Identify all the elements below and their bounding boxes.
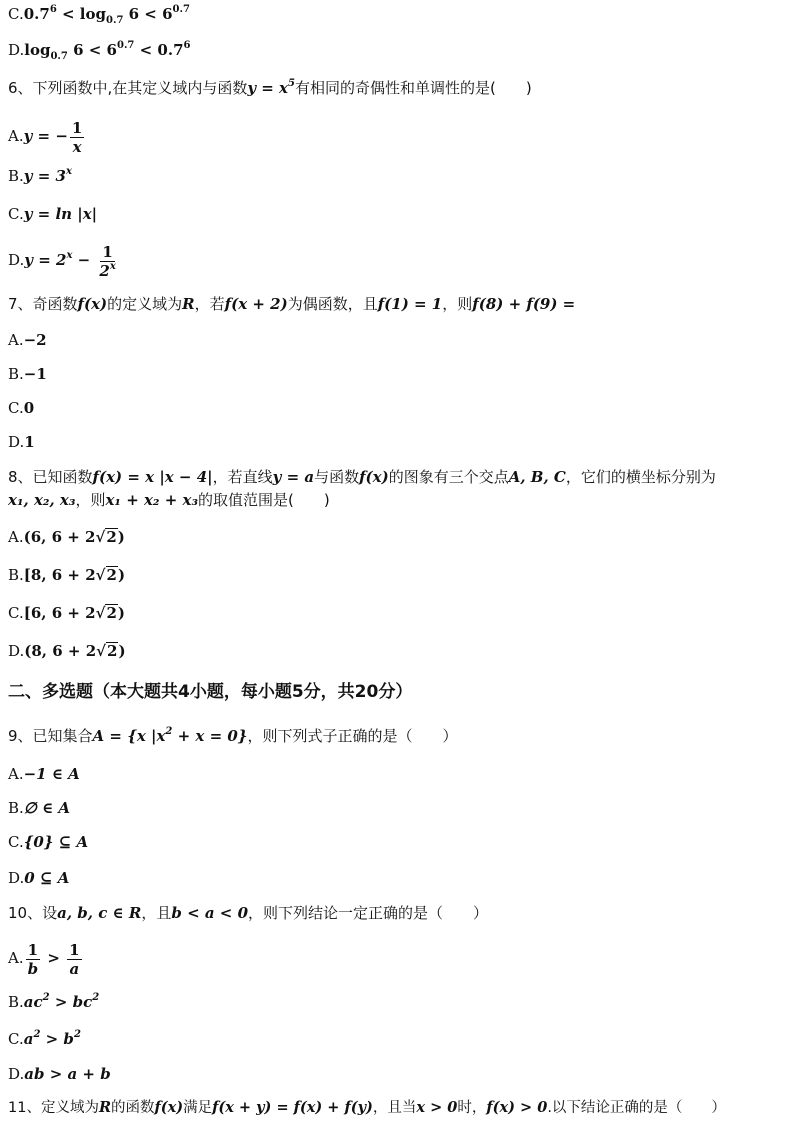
q11-stem: 11、定义域为R的函数f(x)满足f(x + y) = f(x) + f(y)，且当x > 0时，f(x) > 0.以下结论正确的是（ ） xyxy=(8,1099,726,1116)
fraction: $\frac{1}{2^x}$ xyxy=(99,242,116,280)
q5-option-d: $D.\log_{0.7}$ $6 < 6^{0.7} < 0.7^6$ xyxy=(8,40,191,62)
q9-option-b: B.∅ ∈ A xyxy=(8,799,71,817)
q8-option-d: D.(8, 6 + 2√2) xyxy=(8,642,126,660)
q7-option-d: D.1 xyxy=(8,433,35,451)
section-title: 二、多选题（本大题共4小题，每小题5分，共20分） xyxy=(8,682,413,702)
q6-option-c: C.y = ln |x| xyxy=(8,205,98,223)
q6-option-d: $D.y = 2^x$ − $\frac{1}{2^x}$ xyxy=(8,242,116,280)
q9-option-d: D.0 ⊆ A xyxy=(8,869,70,887)
q9-stem: 9、已知集合A = {x $|x^2 + x = 0$}，则下列式子正确的是（ ） xyxy=(8,726,458,745)
fraction: $\frac{1}{b}$ xyxy=(27,940,39,978)
q5-option-c: $C.0.7^6 < \log_{0.7} 6 < 6^{0.7}$ xyxy=(8,4,190,26)
q8-stem-line2: x₁, x₂, x₃，则x₁ + x₂ + x₃的取值范围是( ) xyxy=(8,491,330,509)
q10-option-b: $B.ac^2 > bc^2$ xyxy=(8,992,100,1011)
q6-option-b: $B.y = 3^x$ xyxy=(8,166,72,185)
q9-option-a: A.−1 ∈ A xyxy=(8,765,80,783)
q8-stem-line1: 8、已知函数f(x) = x |x − 4|，若直线y = a与函数f(x)的图象有三个交点A, B, C，它们的横坐标分别为 xyxy=(8,468,716,486)
q9-option-c: C.{0} ⊆ A xyxy=(8,833,89,851)
q8-option-a: A.(6, 6 + 2√2) xyxy=(8,528,125,546)
q6-stem: 6、下列函数中,在其定义域内与函数$y = x^5$有相同的奇偶性和单调性的是( ) xyxy=(8,78,532,97)
q10-option-a: A. $\frac{1}{b}$ > $\frac{1}{a}$ xyxy=(8,940,80,978)
q10-option-c: $C.a^2 > b^2$ xyxy=(8,1029,81,1048)
q8-option-c: C.[6, 6 + 2√2) xyxy=(8,604,125,622)
q7-option-c: C.0 xyxy=(8,399,35,417)
q7-option-b: B.−1 xyxy=(8,365,47,383)
q7-option-a: A.−2 xyxy=(8,331,47,349)
fraction: $\frac{1}{x}$ xyxy=(71,118,83,156)
fraction: $\frac{1}{a}$ xyxy=(69,940,80,978)
q8-option-b: B.[8, 6 + 2√2) xyxy=(8,566,126,584)
q7-stem: 7、奇函数f(x)的定义域为R，若f(x + 2)为偶函数，且f(1) = 1，则f(8) + f(9) = xyxy=(8,295,576,313)
q6-option-a: A.y = − $\frac{1}{x}$ xyxy=(8,118,83,156)
q10-stem: 10、设a, b, c ∈ R，且b < a < 0，则下列结论一定正确的是（ ） xyxy=(8,904,489,922)
q10-option-d: D.ab > a + b xyxy=(8,1065,111,1083)
